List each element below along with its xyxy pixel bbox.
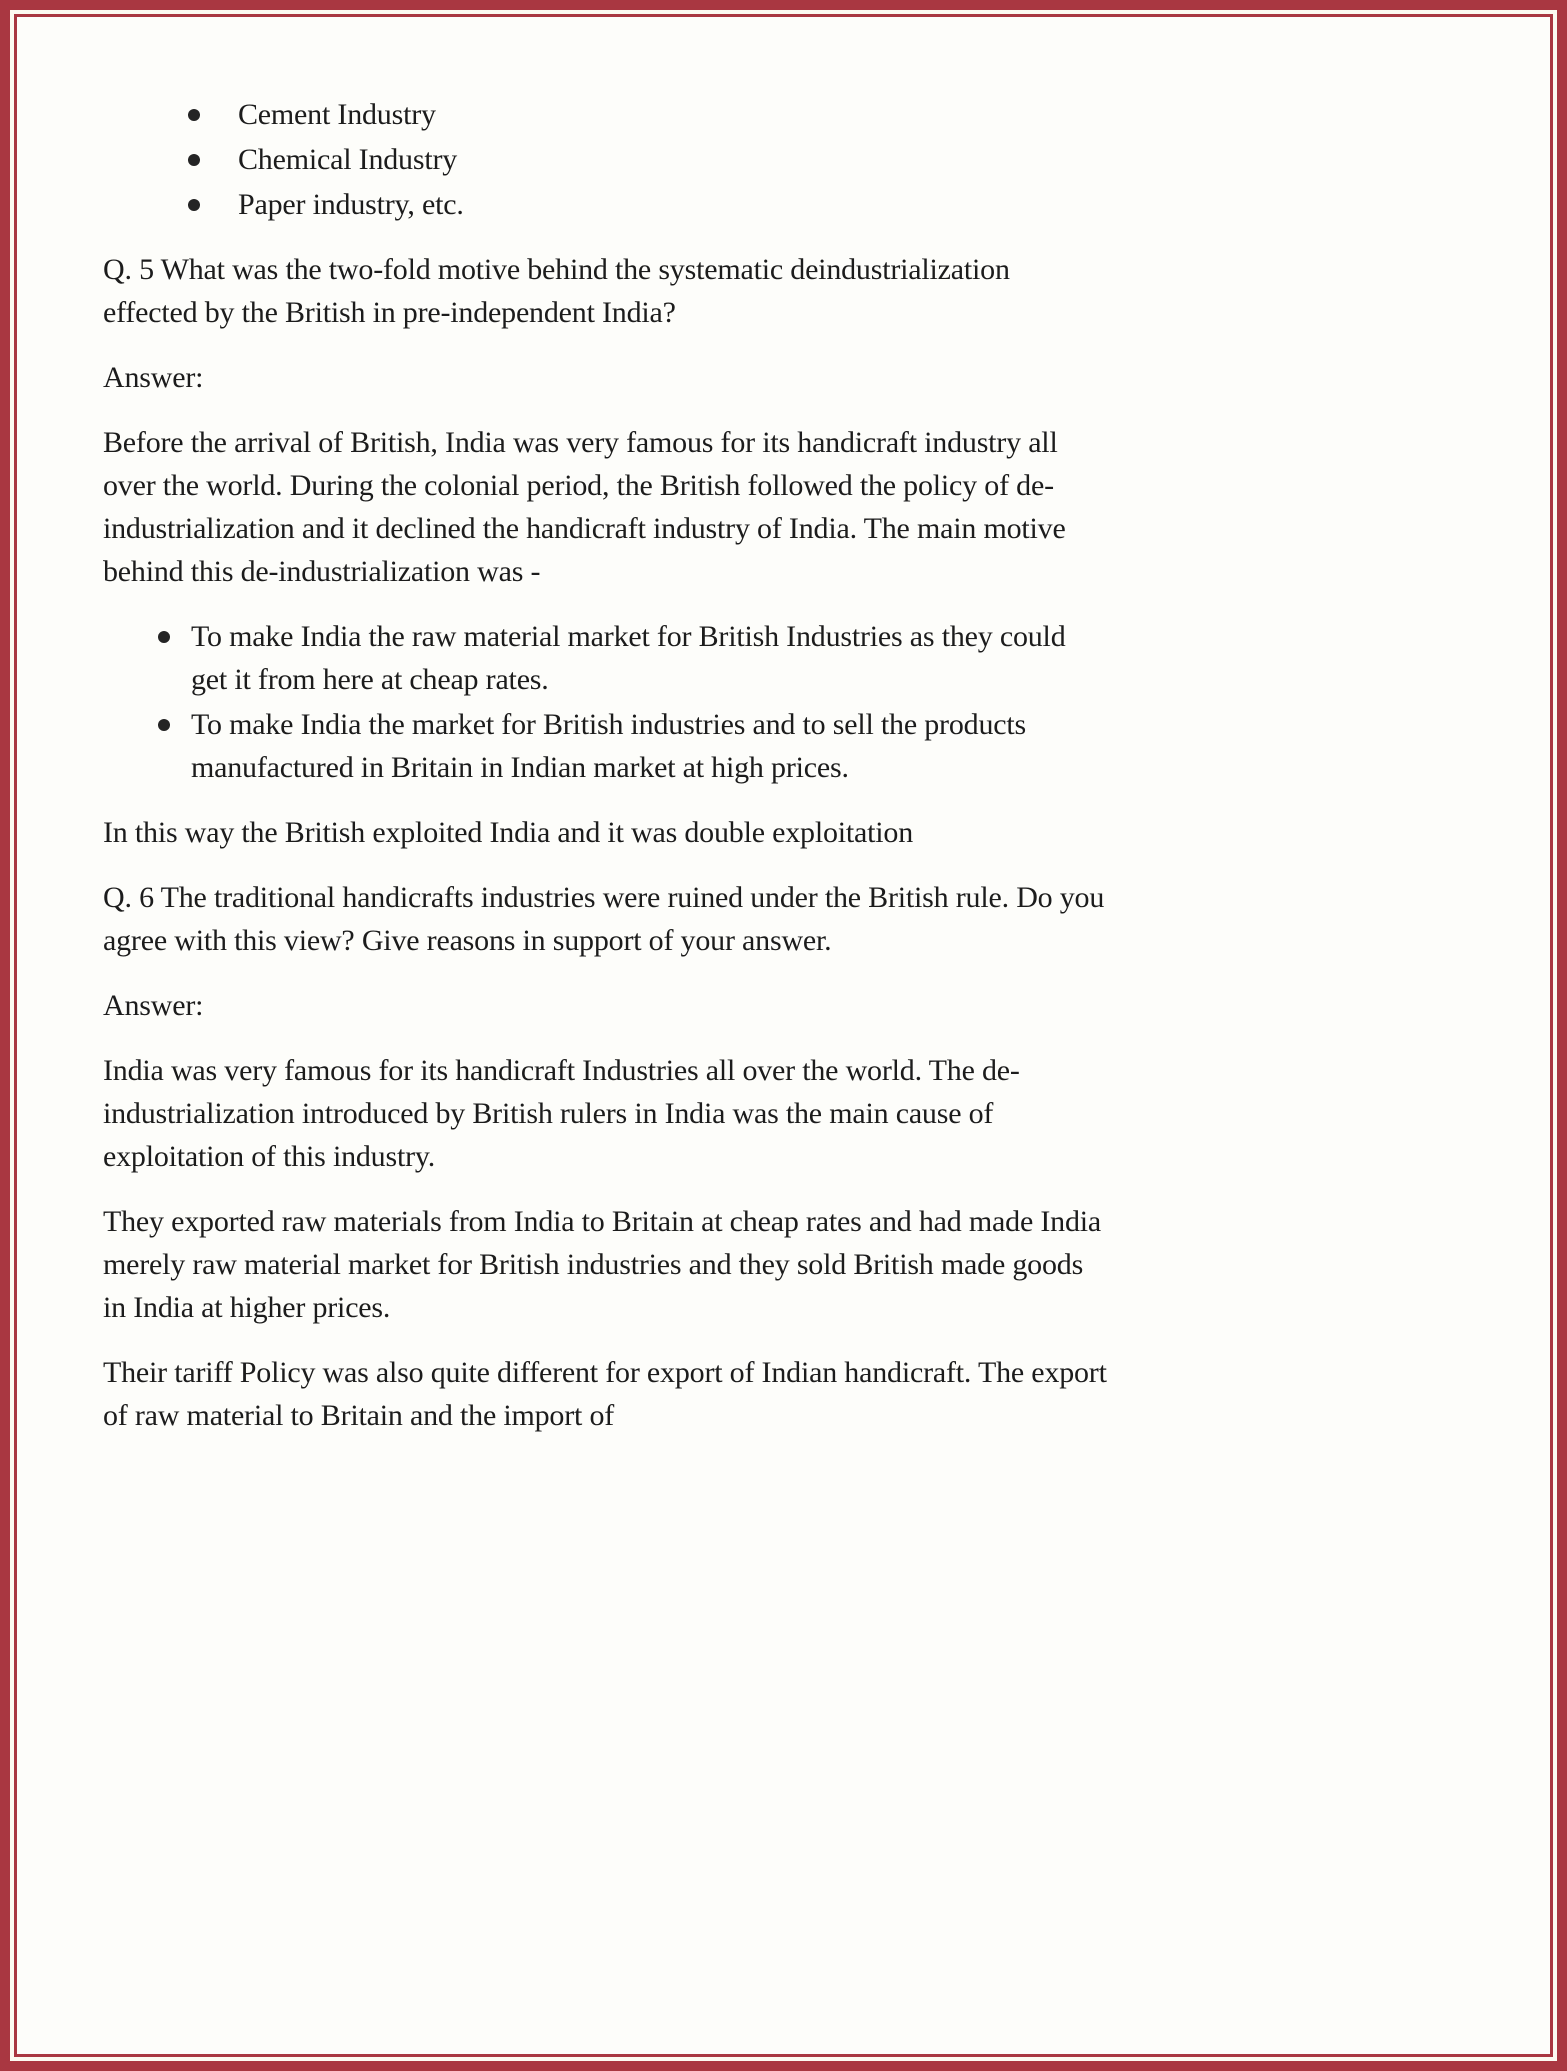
- bullet-icon: [188, 154, 200, 166]
- list-item-text: To make India the raw material market for British Industries as they could get it from here at cheap rates.: [191, 620, 1066, 696]
- bullet-icon: [158, 631, 170, 643]
- list-item-text: Cement Industry: [238, 98, 436, 131]
- bullet-icon: [188, 199, 200, 211]
- bullet-icon: [158, 719, 170, 731]
- list-item-text: Paper industry, etc.: [238, 188, 464, 221]
- list-item: [188, 183, 1107, 226]
- industries-list: [188, 93, 1107, 226]
- answer-q6-paragraph-1: India was very famous for its handicraft Industries all over the world. The de-industrialization introduced by British rulers in India was the main cause of exploitation of this industry.: [103, 1054, 1020, 1173]
- decorative-border-gap: [10, 10, 1557, 2061]
- list-item: [188, 138, 1107, 181]
- answer-q6-paragraph-3: Their tariff Policy was also quite different for export of Indian handicraft. The export of raw material to Britain and the import of: [103, 1356, 1107, 1432]
- list-item: [158, 615, 1107, 701]
- answer-label-q5: Answer:: [103, 361, 204, 394]
- answer-q5-paragraph: Before the arrival of British, India was very famous for its handicraft industry all over the world. During the colonial period, the British followed the policy of de-industrialization and it declined the handicraft industry of India. The main motive behind this de-industrialization was -: [103, 426, 1066, 588]
- document-content: [103, 93, 1107, 1437]
- document-page: [14, 14, 1553, 2057]
- answer-label-q6: Answer:: [103, 989, 204, 1022]
- bullet-icon: [188, 109, 200, 121]
- answer-q5-conclusion: In this way the British exploited India and it was double exploitation: [103, 816, 914, 849]
- motives-list: [158, 615, 1107, 789]
- list-item: [158, 703, 1107, 789]
- question-6: Q. 6 The traditional handicrafts industries were ruined under the British rule. Do you agree with this view? Give reasons in support of your answer.: [103, 881, 1105, 957]
- question-5: Q. 5 What was the two-fold motive behind the systematic deindustrialization effected by the British in pre-independent India?: [103, 253, 1010, 329]
- list-item: [188, 93, 1107, 136]
- answer-q6-paragraph-2: They exported raw materials from India to Britain at cheap rates and had made India merely raw material market for British industries and they sold British made goods in India at higher prices.: [103, 1205, 1101, 1324]
- list-item-text: Chemical Industry: [238, 143, 458, 176]
- list-item-text: To make India the market for British industries and to sell the products manufactured in Britain in Indian market at high prices.: [191, 708, 1026, 784]
